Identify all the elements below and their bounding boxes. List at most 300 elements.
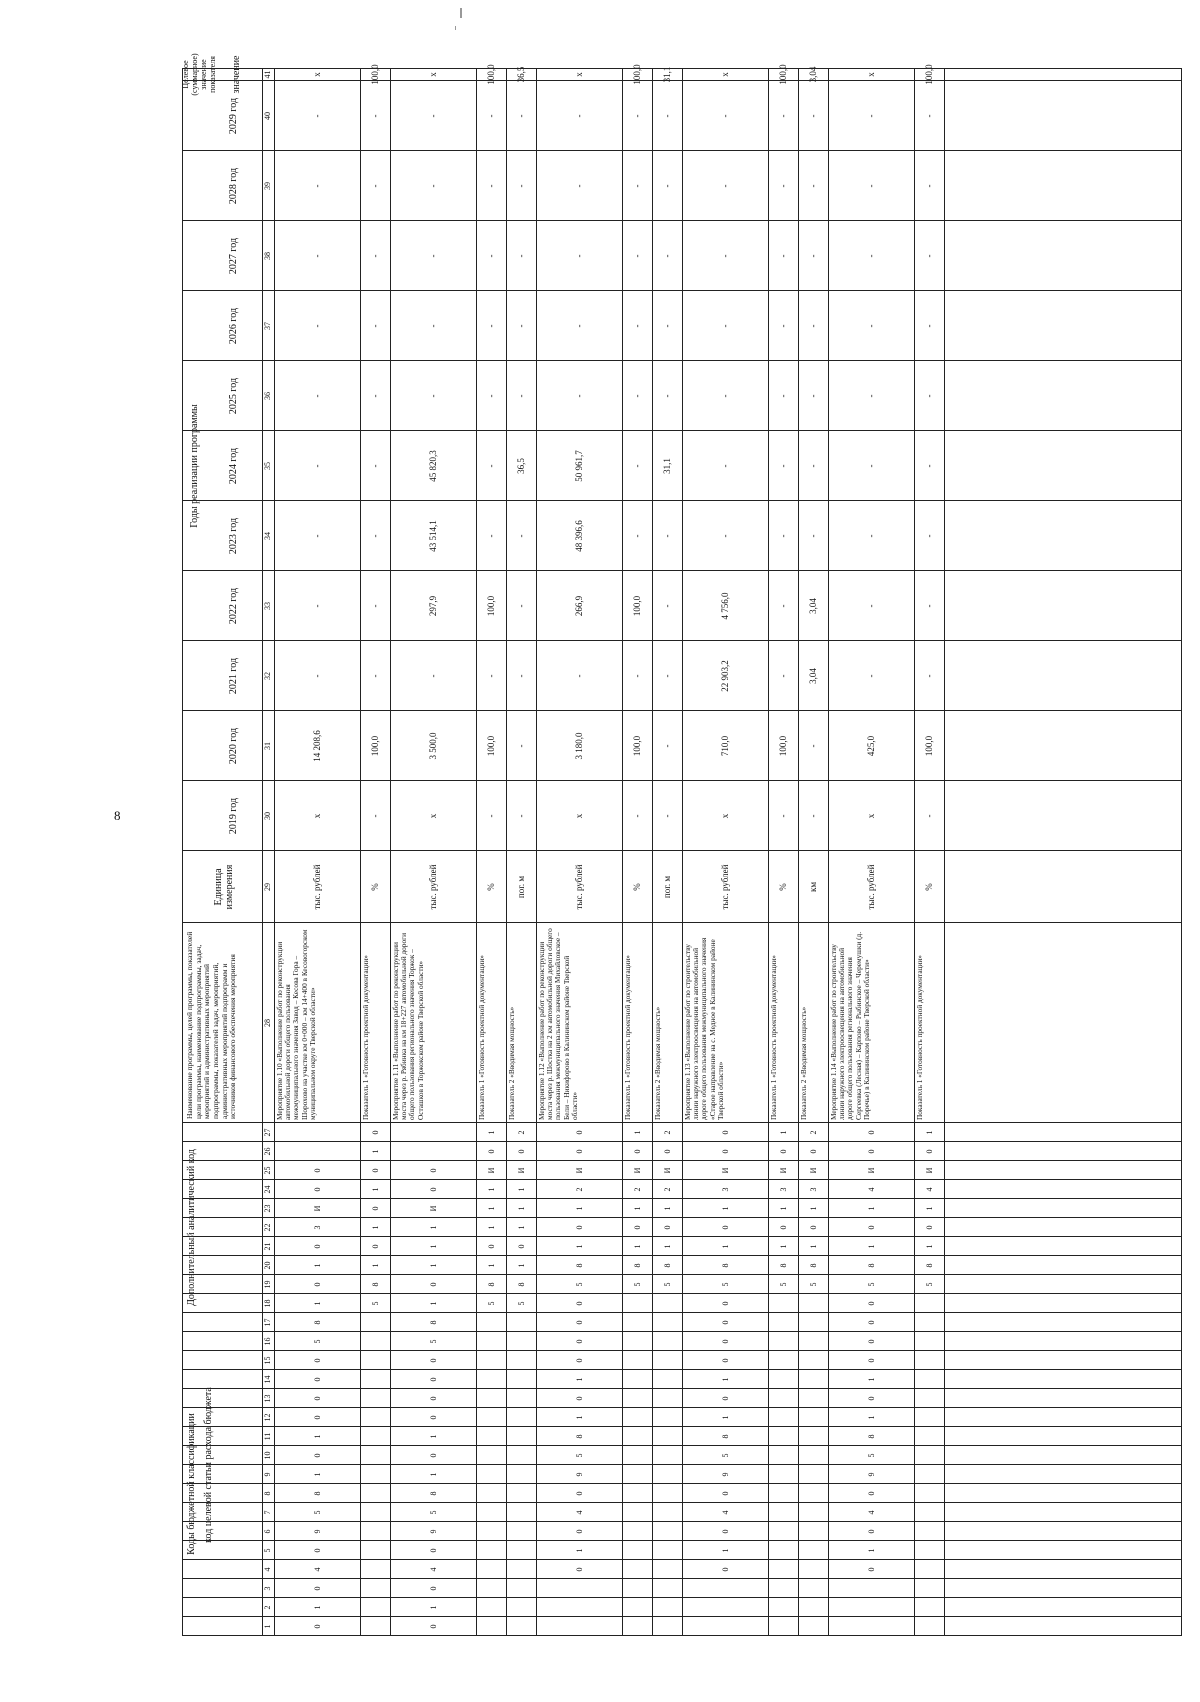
column-number: 21 — [263, 1242, 272, 1251]
row-value: - — [516, 744, 526, 748]
code-digit: 0 — [866, 1225, 876, 1230]
code-digit: 0 — [866, 1567, 876, 1572]
row-name: Показатель 2 «Вводимая мощность» — [507, 1006, 516, 1120]
row-value: - — [720, 184, 730, 188]
code-digit: 1 — [808, 1244, 818, 1249]
code-digit: 0 — [312, 1377, 322, 1382]
rotated-data-table — [180, 53, 1182, 1636]
row-value: - — [370, 464, 380, 468]
row-target: x — [866, 72, 876, 77]
row-unit: % — [924, 883, 934, 891]
row-value: - — [370, 814, 380, 818]
row-value: - — [486, 814, 496, 818]
row-value: - — [808, 534, 818, 538]
row-target: x — [312, 72, 322, 77]
row-value: - — [866, 114, 876, 118]
row-value: - — [924, 114, 934, 118]
code-digit: 1 — [370, 1263, 380, 1268]
column-number: 24 — [263, 1185, 272, 1194]
row-value: x — [312, 813, 322, 819]
row-value: - — [370, 114, 380, 118]
code-digit: 0 — [370, 1244, 380, 1249]
code-digit: 0 — [866, 1358, 876, 1363]
code-digit: 0 — [574, 1491, 584, 1496]
code-digit: 0 — [312, 1187, 322, 1192]
code-digit: 2 — [574, 1187, 584, 1192]
code-digit: 1 — [516, 1225, 526, 1230]
row-value: 36,5 — [516, 458, 526, 474]
column-number: 6 — [263, 1529, 272, 1534]
row-value: - — [662, 674, 672, 678]
header-year: 2027 год — [228, 237, 240, 275]
code-digit: 5 — [720, 1453, 730, 1458]
row-value: - — [808, 394, 818, 398]
code-digit: 1 — [428, 1301, 438, 1306]
code-digit: 9 — [720, 1472, 730, 1477]
column-number: 20 — [263, 1261, 272, 1270]
code-digit: 1 — [574, 1377, 584, 1382]
code-digit: 2 — [808, 1130, 818, 1135]
row-value: 710,0 — [720, 735, 730, 757]
row-value: - — [486, 184, 496, 188]
code-digit: 0 — [866, 1529, 876, 1534]
row-value: - — [866, 254, 876, 258]
column-number: 41 — [263, 70, 272, 79]
code-digit: 0 — [866, 1491, 876, 1496]
row-value: - — [924, 604, 934, 608]
row-value: - — [574, 324, 584, 328]
row-value: - — [486, 114, 496, 118]
code-digit: 4 — [866, 1187, 876, 1192]
row-value: - — [924, 534, 934, 538]
row-value: - — [312, 604, 322, 608]
code-digit: 2 — [516, 1130, 526, 1135]
column-number: 12 — [263, 1413, 272, 1422]
code-digit: 0 — [312, 1624, 322, 1629]
row-value: 3,04 — [808, 598, 818, 614]
code-digit: 1 — [778, 1130, 788, 1135]
code-digit: 0 — [574, 1130, 584, 1135]
code-digit: 0 — [428, 1358, 438, 1363]
code-digit: 5 — [312, 1510, 322, 1515]
row-target: x — [720, 72, 730, 77]
column-number: 25 — [263, 1166, 272, 1175]
row-unit: тыс. рублей — [312, 864, 322, 910]
row-value: 100,0 — [486, 595, 496, 617]
code-digit: 0 — [574, 1301, 584, 1306]
code-digit: 0 — [808, 1225, 818, 1230]
code-digit: 0 — [428, 1415, 438, 1420]
code-digit: 1 — [866, 1244, 876, 1249]
row-unit: % — [632, 883, 642, 891]
code-digit: 0 — [312, 1586, 322, 1591]
code-digit: 8 — [312, 1491, 322, 1496]
row-value: 100,0 — [632, 595, 642, 617]
row-value: - — [778, 114, 788, 118]
row-value: 100,0 — [486, 735, 496, 757]
row-value: - — [486, 394, 496, 398]
code-digit: 3 — [778, 1187, 788, 1192]
code-digit: 0 — [312, 1548, 322, 1553]
code-digit: 0 — [574, 1358, 584, 1363]
code-digit: 1 — [574, 1206, 584, 1211]
code-digit: 8 — [720, 1263, 730, 1268]
code-digit: 1 — [662, 1244, 672, 1249]
code-digit: 1 — [428, 1225, 438, 1230]
code-digit: 0 — [312, 1244, 322, 1249]
row-value: - — [370, 674, 380, 678]
row-value: - — [778, 324, 788, 328]
column-number: 36 — [263, 392, 272, 400]
header-year: 2026 год — [228, 307, 240, 345]
code-digit: 0 — [720, 1529, 730, 1534]
row-value: - — [662, 744, 672, 748]
code-digit: 1 — [486, 1225, 496, 1230]
code-digit: 0 — [428, 1282, 438, 1287]
code-digit: 0 — [428, 1168, 438, 1173]
code-digit: И — [720, 1167, 730, 1174]
column-number: 34 — [263, 532, 272, 540]
code-digit: 8 — [866, 1263, 876, 1268]
row-value: - — [778, 184, 788, 188]
code-digit: 5 — [574, 1282, 584, 1287]
code-digit: 9 — [428, 1529, 438, 1534]
code-digit: 8 — [632, 1263, 642, 1268]
code-digit: 8 — [866, 1434, 876, 1439]
column-number: 38 — [263, 252, 272, 260]
column-number: 35 — [263, 462, 272, 470]
row-value: - — [866, 534, 876, 538]
column-number: 33 — [263, 602, 272, 610]
page-number: 8 — [114, 808, 121, 823]
row-value: - — [516, 814, 526, 818]
row-value: - — [720, 254, 730, 258]
row-value: - — [516, 254, 526, 258]
code-digit: 0 — [720, 1396, 730, 1401]
code-digit: 5 — [866, 1282, 876, 1287]
code-digit: 0 — [720, 1225, 730, 1230]
code-digit: 1 — [574, 1415, 584, 1420]
code-digit: 1 — [574, 1548, 584, 1553]
row-target: 100,0 — [924, 64, 934, 85]
row-target: 100,0 — [778, 64, 788, 85]
row-target: 31,1 — [662, 66, 672, 83]
row-value: - — [808, 254, 818, 258]
code-digit: 0 — [632, 1149, 642, 1154]
row-value: - — [312, 674, 322, 678]
code-digit: 0 — [428, 1453, 438, 1458]
row-unit: % — [370, 883, 380, 891]
row-unit: тыс. рублей — [866, 864, 876, 910]
row-value: - — [662, 114, 672, 118]
code-digit: 1 — [312, 1434, 322, 1439]
row-target: 100,0 — [486, 64, 496, 85]
code-digit: 0 — [866, 1130, 876, 1135]
row-value: - — [632, 184, 642, 188]
row-value: 100,0 — [632, 735, 642, 757]
column-number: 8 — [263, 1491, 272, 1496]
header-target-article: код целевой статьи расхода бюджета — [203, 1387, 215, 1543]
code-digit: И — [574, 1167, 584, 1174]
header-year: 2029 год — [228, 97, 240, 135]
code-digit: 8 — [516, 1282, 526, 1287]
row-value: - — [486, 534, 496, 538]
row-name: Мероприятие 1.11 «Выполнение работ по реконструкции моста через р. Рябинка на км 18+227 автомобильной дороги общего пользования регионального значения Торжок – Осташков в Торжокском районе Тверской области» — [391, 932, 425, 1120]
code-digit: 0 — [632, 1225, 642, 1230]
code-digit: 0 — [808, 1149, 818, 1154]
code-digit: 1 — [924, 1130, 934, 1135]
code-digit: 0 — [312, 1282, 322, 1287]
row-value: x — [428, 813, 438, 819]
code-digit: 0 — [924, 1149, 934, 1154]
row-target: x — [574, 72, 584, 77]
row-unit: % — [486, 883, 496, 891]
row-value: - — [632, 324, 642, 328]
row-value: - — [808, 114, 818, 118]
column-number: 23 — [263, 1204, 272, 1213]
row-value: - — [486, 254, 496, 258]
column-number: 10 — [263, 1451, 272, 1460]
code-digit: 2 — [662, 1187, 672, 1192]
row-unit: пог. м — [662, 875, 672, 899]
code-digit: 0 — [866, 1149, 876, 1154]
row-value: - — [808, 814, 818, 818]
row-value: - — [486, 674, 496, 678]
row-value: - — [632, 254, 642, 258]
row-value: - — [370, 604, 380, 608]
code-digit: 9 — [866, 1472, 876, 1477]
row-value: - — [866, 464, 876, 468]
row-value: 297,9 — [428, 595, 438, 617]
code-digit: 8 — [720, 1434, 730, 1439]
row-value: - — [428, 324, 438, 328]
row-name: Показатель 1 «Готовность проектной документации» — [361, 955, 370, 1120]
code-digit: 0 — [312, 1168, 322, 1173]
code-digit: 5 — [428, 1510, 438, 1515]
header-year: 2023 год — [228, 517, 240, 555]
column-number: 7 — [263, 1510, 272, 1515]
code-digit: 0 — [662, 1225, 672, 1230]
row-value: - — [924, 674, 934, 678]
row-value: - — [370, 324, 380, 328]
row-name: Показатель 1 «Готовность проектной документации» — [477, 955, 486, 1120]
row-value: - — [486, 464, 496, 468]
row-value: - — [312, 254, 322, 258]
code-digit: 0 — [312, 1453, 322, 1458]
code-digit: 1 — [516, 1206, 526, 1211]
row-value: 31,1 — [662, 458, 672, 474]
row-value: - — [778, 254, 788, 258]
row-target: 36,5 — [516, 66, 526, 83]
row-value: - — [924, 814, 934, 818]
row-value: - — [516, 114, 526, 118]
row-value: 100,0 — [370, 735, 380, 757]
header-year: 2028 год — [228, 167, 240, 205]
code-digit: 1 — [866, 1548, 876, 1553]
code-digit: 1 — [632, 1206, 642, 1211]
code-digit: 0 — [516, 1149, 526, 1154]
row-value: - — [866, 394, 876, 398]
row-name: Мероприятие 1.12 «Выполнение работ по реконструкции моста через р. Шостка на 2 км автомобильной дороги общего пользования межмуниципального значения Михайловское – Бели – Никифорово в Калининском районе Тверской области» — [537, 928, 579, 1120]
code-digit: 1 — [428, 1472, 438, 1477]
column-number: 18 — [263, 1299, 272, 1308]
code-digit: 5 — [574, 1453, 584, 1458]
code-digit: 0 — [720, 1339, 730, 1344]
code-digit: 0 — [574, 1225, 584, 1230]
code-digit: 8 — [924, 1263, 934, 1268]
row-value: 100,0 — [924, 735, 934, 757]
scan-mark — [460, 8, 462, 18]
row-value: - — [312, 324, 322, 328]
row-value: - — [924, 394, 934, 398]
code-digit: 9 — [312, 1529, 322, 1534]
code-digit: 1 — [428, 1605, 438, 1610]
row-value: - — [924, 254, 934, 258]
code-digit: И — [486, 1167, 496, 1174]
row-value: 3 180,0 — [574, 732, 584, 760]
code-digit: 0 — [312, 1358, 322, 1363]
row-value: 266,9 — [574, 595, 584, 617]
code-digit: 0 — [778, 1225, 788, 1230]
row-value: x — [574, 813, 584, 819]
row-value: - — [574, 674, 584, 678]
code-digit: 1 — [720, 1244, 730, 1249]
code-digit: 0 — [720, 1130, 730, 1135]
code-digit: 1 — [720, 1415, 730, 1420]
code-digit: 0 — [428, 1548, 438, 1553]
row-value: 45 820,3 — [428, 450, 438, 482]
code-digit: 0 — [428, 1624, 438, 1629]
code-digit: 1 — [720, 1377, 730, 1382]
header-year: 2021 год — [228, 657, 240, 695]
code-digit: 0 — [574, 1396, 584, 1401]
row-unit: тыс. рублей — [574, 864, 584, 910]
row-value: - — [662, 184, 672, 188]
code-digit: 1 — [632, 1130, 642, 1135]
column-number: 26 — [263, 1147, 272, 1156]
code-digit: 4 — [428, 1567, 438, 1572]
row-target: 3,04 — [808, 66, 818, 83]
code-digit: 1 — [428, 1263, 438, 1268]
code-digit: 5 — [632, 1282, 642, 1287]
code-digit: И — [428, 1205, 438, 1212]
code-digit: 8 — [312, 1320, 322, 1325]
row-value: 14 208,6 — [312, 730, 322, 762]
row-value: 48 396,6 — [574, 520, 584, 552]
row-value: 4 756,0 — [720, 592, 730, 620]
header-unit: Единица измерения — [212, 864, 235, 910]
row-value: - — [662, 814, 672, 818]
code-digit: 1 — [778, 1244, 788, 1249]
code-digit: И — [778, 1167, 788, 1174]
column-number: 29 — [263, 883, 272, 891]
column-number: 11 — [263, 1432, 272, 1441]
row-value: - — [720, 534, 730, 538]
column-number: 37 — [263, 322, 272, 330]
code-digit: И — [516, 1167, 526, 1174]
column-number: 28 — [263, 1019, 272, 1027]
code-digit: 8 — [574, 1434, 584, 1439]
code-digit: 8 — [778, 1263, 788, 1268]
row-value: - — [370, 184, 380, 188]
row-unit: пог. м — [516, 875, 526, 899]
column-number: 16 — [263, 1337, 272, 1346]
header-extra-code: Дополнительный аналитический код — [186, 1149, 198, 1306]
row-value: - — [662, 534, 672, 538]
code-digit: 5 — [866, 1453, 876, 1458]
code-digit: 0 — [720, 1301, 730, 1306]
code-digit: 8 — [370, 1282, 380, 1287]
code-digit: 0 — [866, 1301, 876, 1306]
column-number: 4 — [263, 1567, 272, 1572]
code-digit: 1 — [866, 1415, 876, 1420]
row-value: 3 500,0 — [428, 732, 438, 760]
code-digit: 1 — [574, 1244, 584, 1249]
code-digit: 0 — [370, 1130, 380, 1135]
code-digit: 0 — [574, 1529, 584, 1534]
code-digit: 1 — [516, 1263, 526, 1268]
row-value: - — [866, 184, 876, 188]
row-target: x — [428, 72, 438, 77]
row-unit: тыс. рублей — [720, 864, 730, 910]
row-value: - — [312, 114, 322, 118]
row-value: - — [516, 324, 526, 328]
row-value: - — [662, 254, 672, 258]
code-digit: 5 — [778, 1282, 788, 1287]
row-value: - — [720, 324, 730, 328]
code-digit: 0 — [866, 1396, 876, 1401]
header-year: 2022 год — [228, 587, 240, 625]
code-digit: И — [808, 1167, 818, 1174]
row-name: Показатель 2 «Вводимая мощность» — [799, 1006, 808, 1120]
code-digit: 2 — [632, 1187, 642, 1192]
column-number: 9 — [263, 1472, 272, 1477]
row-value: - — [428, 184, 438, 188]
row-value: - — [808, 324, 818, 328]
code-digit: 1 — [312, 1301, 322, 1306]
code-digit: И — [632, 1167, 642, 1174]
code-digit: 1 — [428, 1244, 438, 1249]
code-digit: 0 — [720, 1149, 730, 1154]
code-digit: 8 — [428, 1320, 438, 1325]
code-digit: 5 — [370, 1301, 380, 1306]
code-digit: И — [866, 1167, 876, 1174]
row-value: - — [778, 604, 788, 608]
code-digit: 0 — [370, 1168, 380, 1173]
code-digit: 0 — [574, 1149, 584, 1154]
code-digit: 0 — [720, 1567, 730, 1572]
code-digit: 0 — [720, 1491, 730, 1496]
code-digit: 8 — [486, 1282, 496, 1287]
row-value: 3,04 — [808, 668, 818, 684]
row-value: - — [778, 534, 788, 538]
column-number: 32 — [263, 672, 272, 680]
header-years: Годы реализации программы — [189, 404, 201, 528]
row-value: - — [428, 254, 438, 258]
row-unit: км — [808, 881, 818, 893]
row-unit: % — [778, 883, 788, 891]
row-name: Показатель 2 «Вводимая мощность» — [653, 1006, 662, 1120]
code-digit: И — [312, 1205, 322, 1212]
code-digit: 1 — [720, 1548, 730, 1553]
code-digit: 0 — [486, 1149, 496, 1154]
code-digit: 1 — [486, 1263, 496, 1268]
table-border — [180, 53, 1182, 1636]
row-target: 100,0 — [370, 64, 380, 85]
row-value: x — [720, 813, 730, 819]
code-digit: 1 — [924, 1206, 934, 1211]
code-digit: 3 — [720, 1187, 730, 1192]
